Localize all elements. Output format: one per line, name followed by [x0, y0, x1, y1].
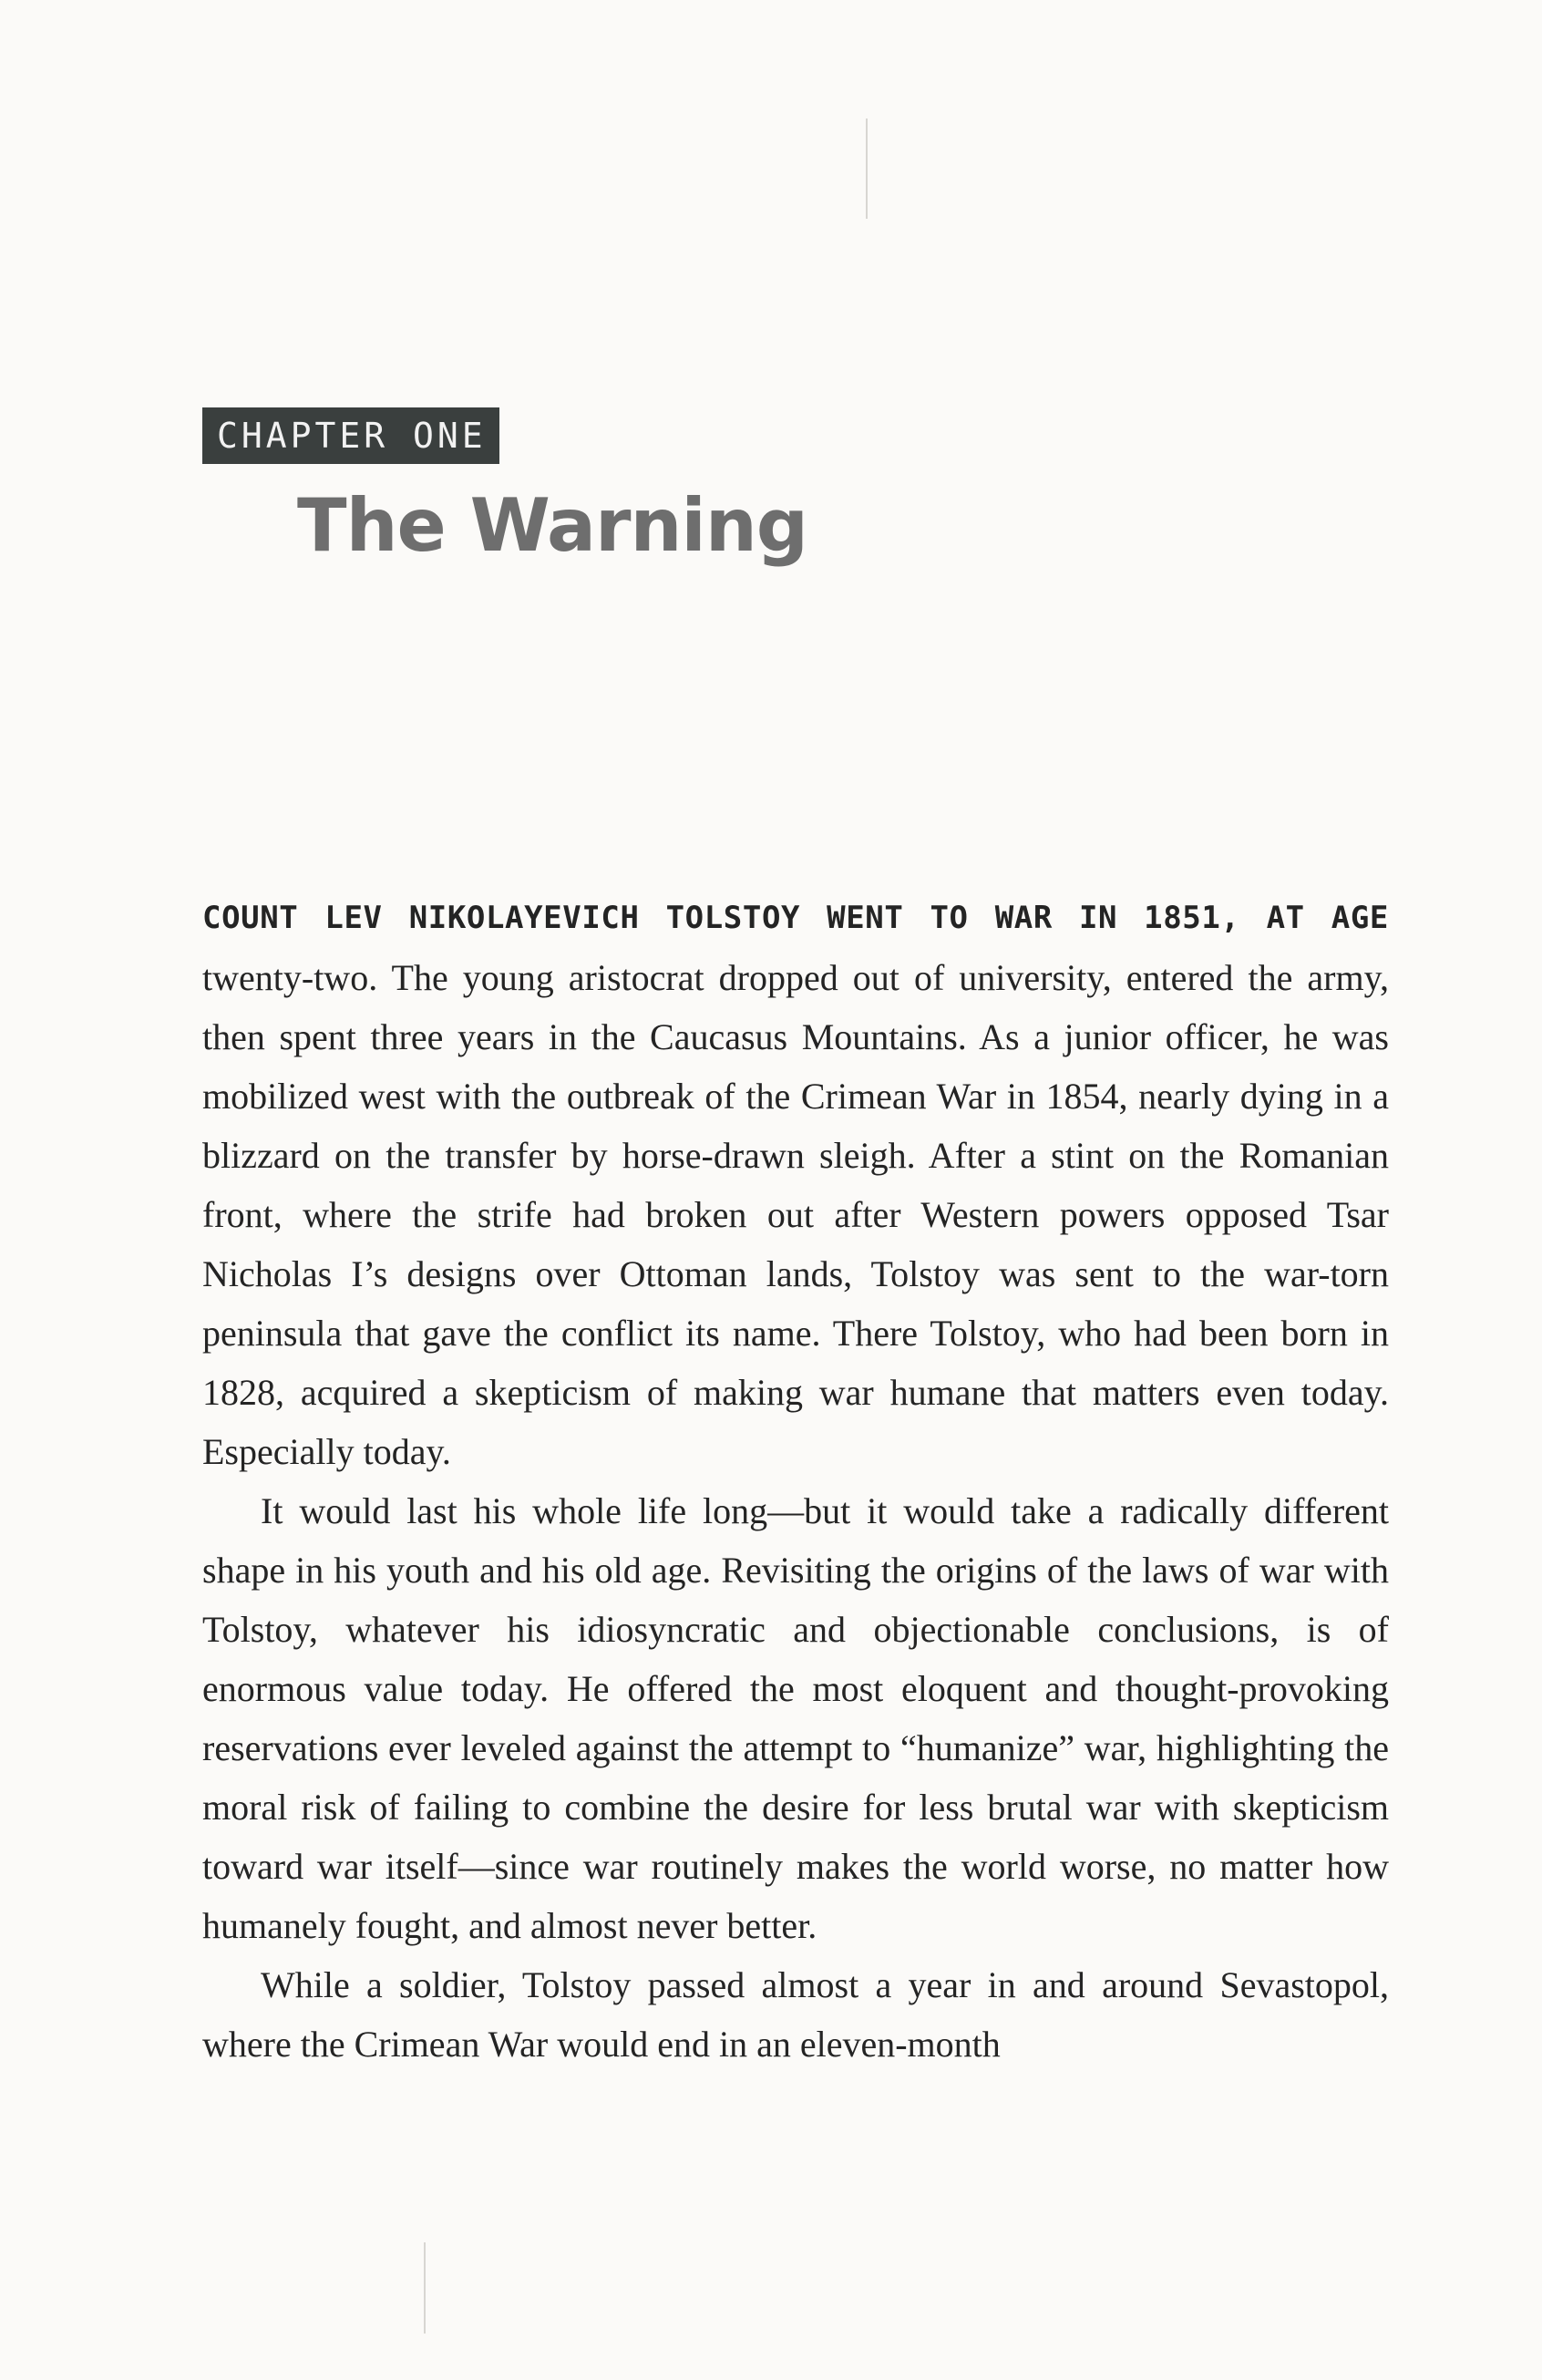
chapter-title: The Warning	[297, 483, 808, 568]
scan-mark	[866, 118, 868, 219]
paragraph-2: It would last his whole life long—but it would take a radically different shape in his youth and his old age. Revisiting the origins of the laws of war with Tolstoy, whatever his idiosyncratic and objectionable conclusions, is of enormous value today. He offered the most eloquent and thought-provoking reservations ever leveled against the attempt to “humanize” war, highlighting the moral risk of failing to combine the desire for less brutal war with skepticism toward war itself—since war routinely makes the world worse, no matter how humanely fought, and almost never better.	[202, 1490, 1389, 1946]
chapter-label: CHAPTER ONE	[202, 407, 499, 464]
paragraph-1	[202, 886, 1389, 1481]
paragraph-3: While a soldier, Tolstoy passed almost a year in and around Sevastopol, where the Crimean War would end in an eleven-month	[202, 1964, 1389, 2065]
body-text	[202, 886, 1389, 2074]
paragraph-1-text: twenty-two. The young aristocrat dropped out of university, entered the army, then spent three years in the Caucasus Mountains. As a junior officer, he was mobilized west with the outbreak of the Crimean War in 1854, nearly dying in a blizzard on the transfer by horse-drawn sleigh. After a stint on the Romanian front, where the strife had broken out after Western powers opposed Tsar Nicholas I’s designs over Ottoman lands, Tolstoy was sent to the war-torn peninsula that gave the conflict its name. There Tolstoy, who had been born in 1828, acquired a skepticism of making war humane that matters even today. Especially today.	[202, 957, 1389, 1472]
scan-mark	[424, 2242, 426, 2334]
lead-in-text: COUNT LEV NIKOLAYEVICH TOLSTOY WENT TO WAR IN 1851, AT AGE	[202, 900, 1389, 936]
